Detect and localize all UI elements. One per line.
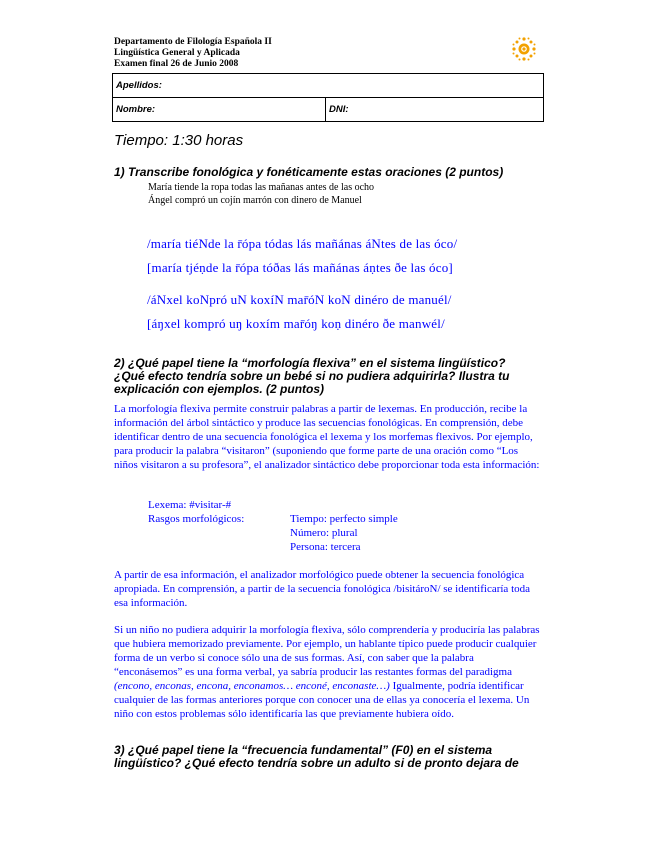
phonetic-transcription-2: [áŋxel kompró uŋ koxím mar̄óŋ koṇ dinéro ðe manwél/	[147, 316, 445, 331]
university-logo-icon	[511, 36, 537, 62]
apellidos-field[interactable]: Apellidos:	[113, 74, 544, 98]
question-2-title: 2) ¿Qué papel tiene la “morfología flexiva” en el sistema lingüístico? ¿Qué efecto tendría sobre un bebé si no pudiera adquirirla? Ilustra tu explicación con ejemplos. (2 puntos)	[114, 356, 510, 396]
section-name: Lingüística General y Aplicada	[114, 48, 240, 58]
answer-2-paragraph-3	[114, 623, 544, 721]
department-header	[114, 37, 272, 70]
rasgo-tiempo: Tiempo: perfecto simple	[290, 513, 398, 525]
answer-2-paragraph-1: La morfología flexiva permite construir palabras a partir de lexemas. En producción, recibe la información del árbol sintáctico y produce las secuencias fonológicas. En comprensión, debe identificar dentro de una secuencia fonológica el lexema y los morfemas flexivos. Por ejemplo, para producir la palabra “visitaron” (suponiendo que forme parte de una oración como “Los niños visitaron a su profesora”, el analizador sintáctico debe proporcionar toda esta información:	[114, 403, 540, 471]
example-sentence-1: María tiende la ropa todas las mañanas antes de las ocho	[148, 182, 375, 193]
department-name: Departamento de Filología Española II	[114, 37, 272, 47]
rasgo-persona: Persona: tercera	[290, 541, 361, 553]
dni-field[interactable]: DNI:	[326, 98, 544, 122]
phonetic-transcription-1: [maría tjéṇde la r̄ópa tóðas lás mañánas áṇtes ðe las óco]	[147, 260, 453, 275]
phonological-transcription-2: /áNxel koNpró uN koxíN mar̄óN koN dinéro de manuél/	[147, 292, 452, 307]
exam-duration: Tiempo: 1:30 horas	[114, 132, 244, 149]
paragraph-3-end: Igualmente, podría identificar cualquier de las formas anteriores porque con conocer una de ellas ya conocería el lexema. Un niño con estos problemas sólo identificaría las que previamente hubiera oído.	[114, 680, 530, 720]
lexema-line: Lexema: #visitar-#	[148, 499, 232, 511]
paradigm-examples: (encono, enconas, encona, enconamos… enconé, enconaste…)	[114, 680, 390, 692]
example-sentence-2: Ángel compró un cojín marrón con dinero de Manuel	[148, 195, 362, 206]
question-3-title: 3) ¿Qué papel tiene la “frecuencia fundamental” (F0) en el sistema lingüístico? ¿Qué efecto tendría sobre un adulto si de pronto dejara de	[114, 743, 519, 770]
answer-2-paragraph-2: A partir de esa información, el analizador morfológico puede obtener la secuencia fonológica apropiada. En comprensión, a partir de la secuencia fonológica /bisitároN/ se identificaría toda esa información.	[114, 569, 531, 609]
rasgo-numero: Número: plural	[290, 527, 358, 539]
rasgos-label: Rasgos morfológicos:	[148, 513, 245, 525]
question-1-title: 1) Transcribe fonológica y fonéticamente estas oraciones (2 puntos)	[114, 165, 504, 179]
exam-date: Examen final 26 de Junio 2008	[114, 59, 239, 69]
paragraph-3-start: Si un niño no pudiera adquirir la morfología flexiva, sólo comprendería y produciría las palabras que hubiera memorizado previamente. Por ejemplo, un hablante típico puede producir cualquier forma de un verbo si conoce sólo una de sus formas. Así, con saber que la palabra “enconásemos” es una forma verbal, ya sabría producir las restantes formas del paradigma	[114, 624, 540, 678]
nombre-field[interactable]: Nombre:	[113, 98, 326, 122]
phonological-transcription-1: /maría tiéNde la r̄ópa tódas lás mañánas áNtes de las óco/	[147, 236, 458, 251]
student-id-form	[112, 73, 544, 122]
